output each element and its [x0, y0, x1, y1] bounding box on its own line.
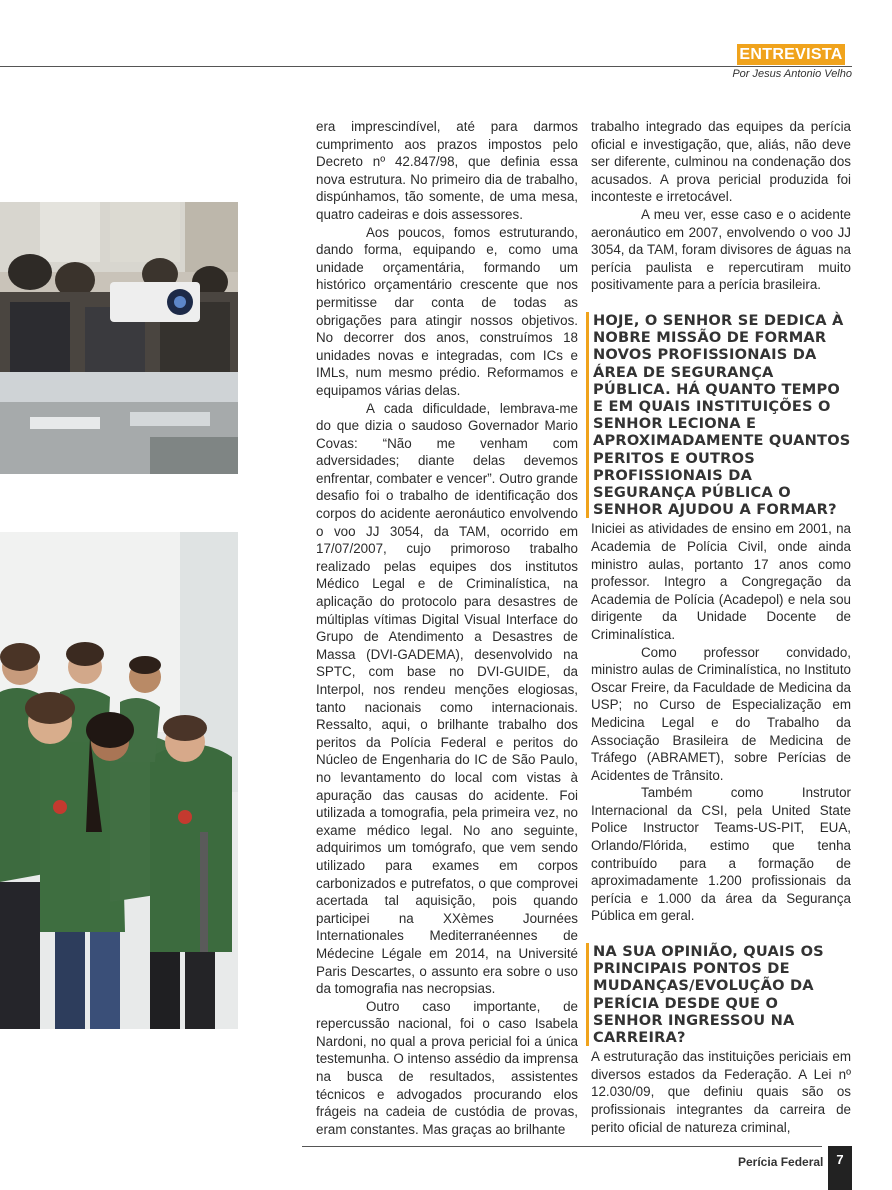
- paragraph: Como professor convidado, ministro aulas de Criminalística, no Instituto Oscar Freire, da Faculdade de Medicina da USP; no Curso de Especialização em Medicina Legal e do Trabalho da Associação Brasileira de Medicina de Tráfego (ABRAMET), sobre Perícias de Acidentes de Trânsito.: [591, 644, 851, 783]
- paragraph: Iniciei as atividades de ensino em 2001, na Academia de Polícia Civil, onde ainda ministro aulas, portanto 17 anos como professor. Integro a Congregação da Academia de Polícia (Acadepol) e nela sou dirigente da Unidade Docente de Criminalística.: [591, 521, 851, 642]
- paragraph: A meu ver, esse caso e o acidente aeronáutico em 2007, envolvendo o voo JJ 3054, da TAM, foram divisores de águas na perícia paulista e repercutiram muito positivamente para a perícia brasileira.: [591, 206, 851, 293]
- students-group-photo-image: [0, 532, 238, 1029]
- paragraph: A estruturação das instituições periciais em diversos estados da Federação. A Lei nº 12.030/09, que definiu quais são os profissionais integrantes da carreira de perito oficial de natureza criminal,: [591, 1049, 851, 1135]
- publication-name: Perícia Federal: [738, 1155, 824, 1169]
- students-group-photo: [0, 532, 238, 1029]
- page-number: 7: [828, 1146, 852, 1190]
- byline: Por Jesus Antonio Velho: [732, 68, 852, 80]
- interview-question: HOJE, O SENHOR SE DEDICA À NOBRE MISSÃO DE FORMAR NOVOS PROFISSIONAIS DA ÁREA DE SEGURANÇA PÚBLICA. HÁ QUANTO TEMPO E EM QUAIS INSTITUIÇÕES O SENHOR LECIONA E APROXIMADAMENTE QUANTOS PERITOS E OUTROS PROFISSIONAIS DA SEGURANÇA PÚBLICA O SENHOR AJUDOU A FORMAR?: [586, 312, 851, 518]
- article-column-left: [316, 118, 578, 1138]
- paragraph: Aos poucos, fomos estruturando, dando forma, equipando e, como uma unidade orçamentária, formando um histórico orçamentário crescente que nos permitisse dar conta de todas as obrigações para atingir nossos objetivos. No decorrer dos anos, construímos 18 unidades novas e integradas, com ICs e IMLs, num mesmo prédio. Reformamos e equipamos várias delas.: [316, 224, 578, 398]
- section-tag: ENTREVISTA: [737, 44, 845, 65]
- header-rule: [0, 66, 852, 67]
- interview-question: NA SUA OPINIÃO, QUAIS OS PRINCIPAIS PONTOS DE MUDANÇAS/EVOLUÇÃO DA PERÍCIA DESDE QUE O SENHOR INGRESSOU NA CARREIRA?: [586, 943, 851, 1046]
- classroom-photo: [0, 202, 238, 474]
- article-column-right: [591, 118, 851, 1136]
- paragraph: era imprescindível, até para darmos cumprimento aos prazos impostos pelo Decreto nº 42.847/98, que definia essa nova estrutura. No primeiro dia de trabalho, dispúnhamos, tão somente, de uma mesa, quatro cadeiras e dois assessores.: [316, 119, 578, 222]
- paragraph: Também como Instrutor Internacional da CSI, pela United State Police Instructor Teams-US-PIT, EUA, Orlando/Flórida, estimo que tenha contribuído para a formação de aproximadamente 1.200 profissionais da perícia e 1.000 da área da Segurança Pública em geral.: [591, 785, 851, 924]
- footer-rule: [302, 1146, 822, 1147]
- paragraph: Outro caso importante, de repercussão nacional, foi o caso Isabela Nardoni, no qual a prova pericial foi a única testemunha. O intenso assédio da imprensa na busca de resultados, assistentes técnicos e advogados procurando elos frágeis na cadeia de custódia de provas, eram constantes. Mas graças ao brilhante: [316, 998, 579, 1137]
- paragraph: trabalho integrado das equipes da perícia oficial e investigação, que, aliás, não deve ser diferente, culminou na condenação dos acusados. A prova pericial produzida foi inconteste e irretocável.: [591, 119, 851, 205]
- classroom-photo-image: [0, 202, 238, 474]
- paragraph: A cada dificuldade, lembrava-me do que dizia o saudoso Governador Mario Covas: “Não me venham com adversidades; diante delas devemos enfrentar, combater e vencer”. Outro grande desafio foi o trabalho de identificação dos corpos do acidente aeronáutico envolvendo o voo JJ 3054, da TAM, ocorrido em 17/07/2007, cujo primoroso trabalho realizado pelas equipes dos institutos Médico Legal e de Criminalística, na aplicação do protocolo para desastres de múltiplas vítimas Digital Visual Interface do Grupo de Atendimento a Desastres de Massa (DVI-GADEMA), desenvolvido na SPTC, com base no DVI-GUIDE, da Interpol, nos rendeu menções elogiosas, tanto nacionais como internacionais. Ressalto, aqui, o brilhante trabalho dos peritos da Polícia Federal e peritos do Núcleo de Engenharia do IC de São Paulo, no levantamento do local com vistas à apuração das causas do acidente. Foi utilizada a tomografia, pela primeira vez, no exame médico legal. No ano seguinte, adquirimos um tomógrafo, que vem sendo utilizado para exames em corpos carbonizados e putrefatos, o que comprovei acertada tal aquisição, pois quando participei na XXèmes Journées Internationales Mediterranéennes de Médecine Légale em 2014, na Université Paris Descartes, o assunto era sobre o uso da tomografia nas necropsias.: [316, 400, 578, 997]
